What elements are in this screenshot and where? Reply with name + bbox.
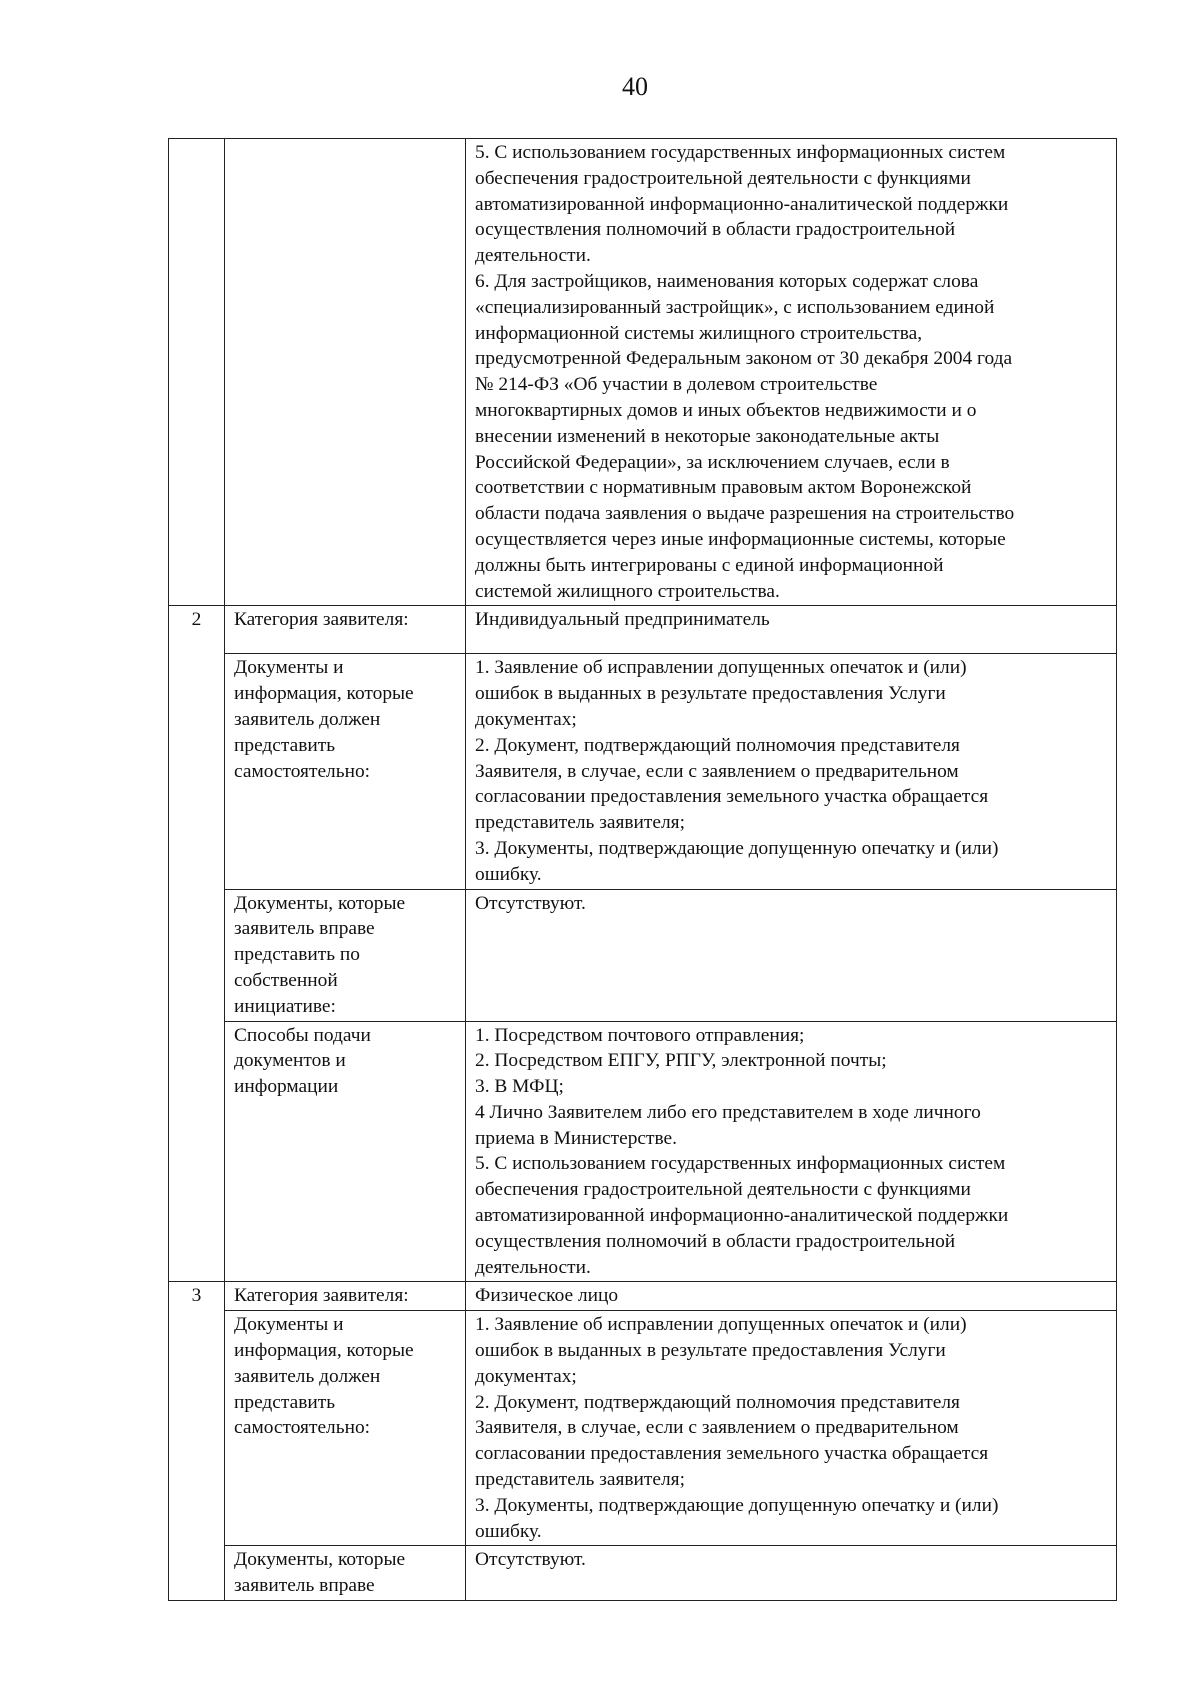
text-line: 5. С использованием государственных информационных систем: [475, 142, 1006, 163]
text-line: многоквартирных домов и иных объектов недвижимости и о: [475, 399, 977, 421]
text-line: деятельности.: [475, 245, 591, 267]
category-label: Категория заявителя:: [225, 606, 466, 654]
text-line: предусмотренной Федеральным законом от 30 декабря 2004 года: [475, 348, 1013, 370]
category-label: Категория заявителя:: [225, 1282, 466, 1311]
text-line: заявитель должен: [234, 708, 381, 730]
category-value: Индивидуальный предприниматель: [466, 606, 1117, 654]
text-line: самостоятельно:: [234, 1417, 371, 1439]
submission-value: [466, 1021, 1117, 1282]
text-line: ошибок в выданных в результате предоставления Услуги: [475, 683, 946, 705]
text-line: области подача заявления о выдаче разрешения на строительство: [475, 503, 1015, 525]
table-row-category: [169, 1282, 1117, 1311]
row-label-cell: [225, 139, 466, 606]
docs-optional-label: [225, 1546, 466, 1601]
text-line: 1. Заявление об исправлении допущенных опечаток и (или): [475, 657, 967, 679]
text-line: собственной: [234, 969, 338, 991]
text-line: представить: [234, 734, 336, 756]
text-line: 4 Лично Заявителем либо его представителем в ходе личного: [475, 1101, 981, 1123]
text-line: информации: [234, 1076, 339, 1098]
page-number: 40: [622, 72, 648, 101]
table-row-docs-optional: [169, 889, 1117, 1021]
row-number-cell: [169, 139, 225, 606]
text-line: Заявителя, в случае, если с заявлением о предварительном: [475, 1417, 959, 1439]
text-line: представить: [234, 1391, 336, 1413]
text-line: информационной системы жилищного строительства,: [475, 322, 923, 344]
text-line: ошибку.: [475, 863, 542, 885]
docs-self-label: [225, 1311, 466, 1546]
text-line: 2. Документ, подтверждающий полномочия представителя: [475, 1391, 960, 1413]
text-line: 2. Посредством ЕПГУ, РПГУ, электронной почты;: [475, 1050, 887, 1072]
text-line: внесении изменений в некоторые законодательные акты: [475, 425, 940, 447]
text-line: обеспечения градостроительной деятельности с функциями: [475, 167, 971, 189]
text-line: осуществляется через иные информационные системы, которые: [475, 528, 1006, 550]
category-value: Физическое лицо: [466, 1282, 1117, 1311]
text-line: 3. Документы, подтверждающие допущенную опечатку и (или): [475, 837, 999, 859]
text-line: информация, которые: [234, 683, 414, 705]
text-line: заявитель вправе: [234, 1575, 375, 1597]
submission-label: [225, 1021, 466, 1282]
docs-self-value: [466, 1311, 1117, 1546]
text-line: согласовании предоставления земельного участка обращается: [475, 786, 989, 808]
text-line: осуществления полномочий в области градостроительной: [475, 219, 956, 241]
table-row-submission: [169, 1021, 1117, 1282]
text-line: «специализированный застройщик», с использованием единой: [475, 296, 995, 318]
text-line: представить по: [234, 944, 360, 966]
text-line: деятельности.: [475, 1256, 591, 1278]
text-line: Документы, которые: [234, 1549, 406, 1571]
text-line: документах;: [475, 708, 577, 730]
text-line: представитель заявителя;: [475, 1469, 685, 1491]
table-row-continuation: [169, 139, 1117, 606]
text-line: 6. Для застройщиков, наименования которых содержат слова: [475, 270, 979, 292]
table-row-category: [169, 606, 1117, 654]
text-line: автоматизированной информационно-аналитической поддержки: [475, 193, 1009, 215]
text-line: информация, которые: [234, 1340, 414, 1362]
text-line: обеспечения градостроительной деятельности с функциями: [475, 1179, 971, 1201]
text-line: № 214-ФЗ «Об участии в долевом строительстве: [475, 374, 878, 396]
text-line: Документы и: [234, 1314, 344, 1336]
text-line: соответствии с нормативным правовым актом Воронежской: [475, 477, 972, 499]
table-row-docs-self: [169, 1311, 1117, 1546]
docs-self-label: [225, 654, 466, 889]
text-line: 1. Заявление об исправлении допущенных опечаток и (или): [475, 1314, 967, 1336]
text-line: 1. Посредством почтового отправления;: [475, 1024, 805, 1046]
table-row-docs-self: [169, 654, 1117, 889]
text-line: Способы подачи: [234, 1024, 371, 1046]
text-line: ошибку.: [475, 1520, 542, 1542]
text-line: 5. С использованием государственных информационных систем: [475, 1153, 1006, 1175]
text-line: 3. Документы, подтверждающие допущенную опечатку и (или): [475, 1494, 999, 1516]
row-number: 3: [169, 1282, 225, 1601]
docs-optional-value: [466, 1546, 1117, 1601]
continuation-text: [466, 139, 1117, 606]
text-line: должны быть интегрированы с единой информационной: [475, 554, 944, 576]
text-line: Документы, которые: [234, 892, 406, 914]
text-line: заявитель вправе: [234, 918, 375, 940]
text-line: автоматизированной информационно-аналитической поддержки: [475, 1205, 1009, 1227]
text-line: Отсутствуют.: [475, 1549, 586, 1571]
text-line: Заявителя, в случае, если с заявлением о предварительном: [475, 760, 959, 782]
text-line: документов и: [234, 1050, 346, 1072]
text-line: заявитель должен: [234, 1365, 381, 1387]
text-line: инициативе:: [234, 995, 336, 1017]
text-line: представитель заявителя;: [475, 812, 685, 834]
row-number: 2: [169, 606, 225, 1282]
text-line: 3. В МФЦ;: [475, 1076, 564, 1098]
docs-optional-value: [466, 889, 1117, 1021]
text-line: осуществления полномочий в области градостроительной: [475, 1230, 956, 1252]
text-line: Отсутствуют.: [475, 892, 586, 914]
text-line: согласовании предоставления земельного участка обращается: [475, 1443, 989, 1465]
text-line: Документы и: [234, 657, 344, 679]
table-row-docs-optional: [169, 1546, 1117, 1601]
services-table: [168, 138, 1117, 1601]
docs-self-value: [466, 654, 1117, 889]
text-line: системой жилищного строительства.: [475, 580, 780, 602]
text-line: документах;: [475, 1365, 577, 1387]
text-line: самостоятельно:: [234, 760, 371, 782]
docs-optional-label: [225, 889, 466, 1021]
text-line: Российской Федерации», за исключением случаев, если в: [475, 451, 950, 473]
text-line: 2. Документ, подтверждающий полномочия представителя: [475, 734, 960, 756]
text-line: приема в Министерстве.: [475, 1127, 677, 1149]
text-line: ошибок в выданных в результате предоставления Услуги: [475, 1340, 946, 1362]
